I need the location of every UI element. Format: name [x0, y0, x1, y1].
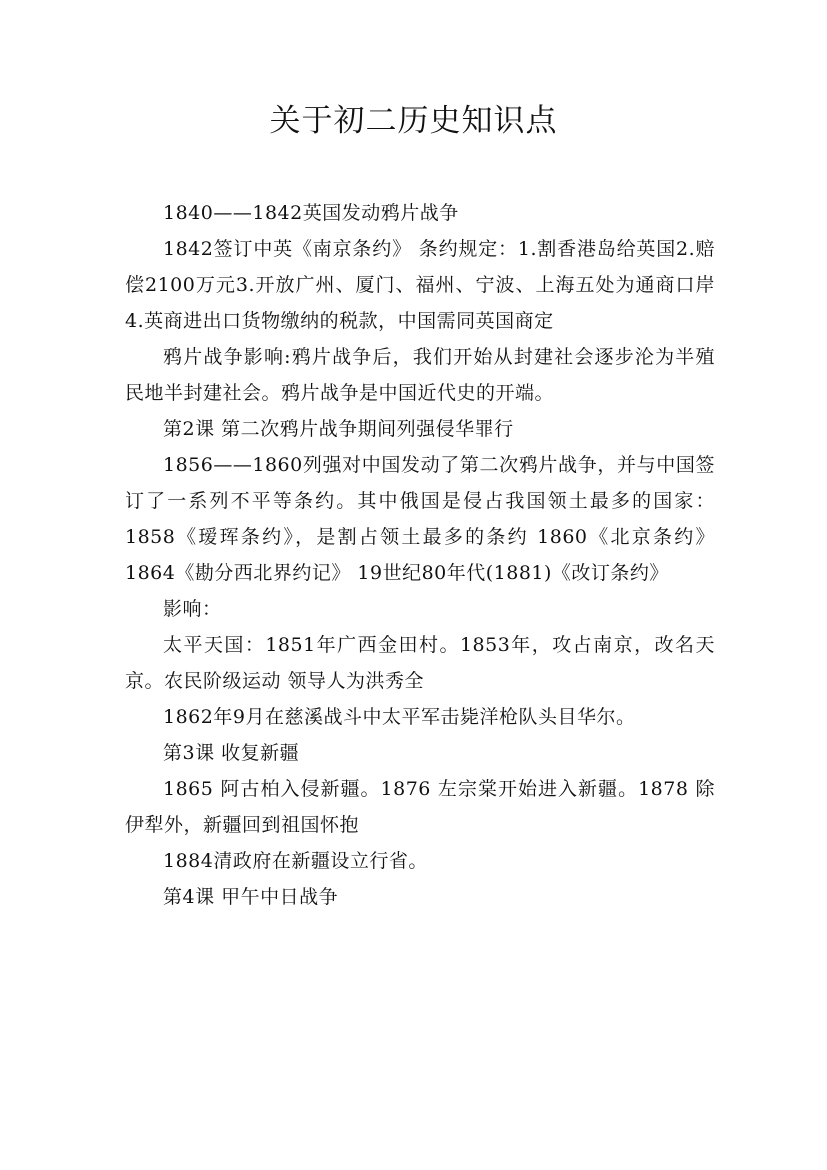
- paragraph: 鸦片战争影响:鸦片战争后，我们开始从封建社会逐步沦为半殖民地半封建社会。鸦片战争是中国近代史的开端。: [125, 346, 715, 404]
- paragraph: 1842签订中英《南京条约》 条约规定：1.割香港岛给英国2.赔偿2100万元3.开放广州、厦门、福州、宁波、上海五处为通商口岸4.英商进出口货物缴纳的税款，中国需同英国商定: [125, 238, 715, 332]
- paragraph: 1884清政府在新疆设立行省。: [163, 850, 428, 872]
- document-body: [125, 195, 715, 915]
- paragraph: 1865 阿古柏入侵新疆。1876 左宗棠开始进入新疆。1878 除伊犁外，新疆回到祖国怀抱: [125, 778, 715, 836]
- lesson-heading: 第3课 收复新疆: [163, 742, 300, 764]
- lesson-heading: 第4课 甲午中日战争: [163, 886, 339, 908]
- paragraph: 1856——1860列强对中国发动了第二次鸦片战争，并与中国签订了一系列不平等条约。其中俄国是侵占我国领土最多的国家：1858《瑷珲条约》，是割占领土最多的条约 1860《北京条约》 1864《勘分西北界约记》 19世纪80年代(1881)《改订条约》: [125, 454, 715, 584]
- paragraph: 影响：: [163, 598, 222, 620]
- document-title: 关于初二历史知识点: [269, 103, 558, 139]
- lesson-heading: 第2课 第二次鸦片战争期间列强侵华罪行: [163, 418, 514, 440]
- paragraph: 太平天国：1851年广西金田村。1853年，攻占南京，改名天京。农民阶级运动 领导人为洪秀全: [125, 634, 715, 692]
- paragraph: 1862年9月在慈溪战斗中太平军击毙洋枪队头目华尔。: [163, 706, 636, 728]
- paragraph: 1840——1842英国发动鸦片战争: [163, 202, 459, 224]
